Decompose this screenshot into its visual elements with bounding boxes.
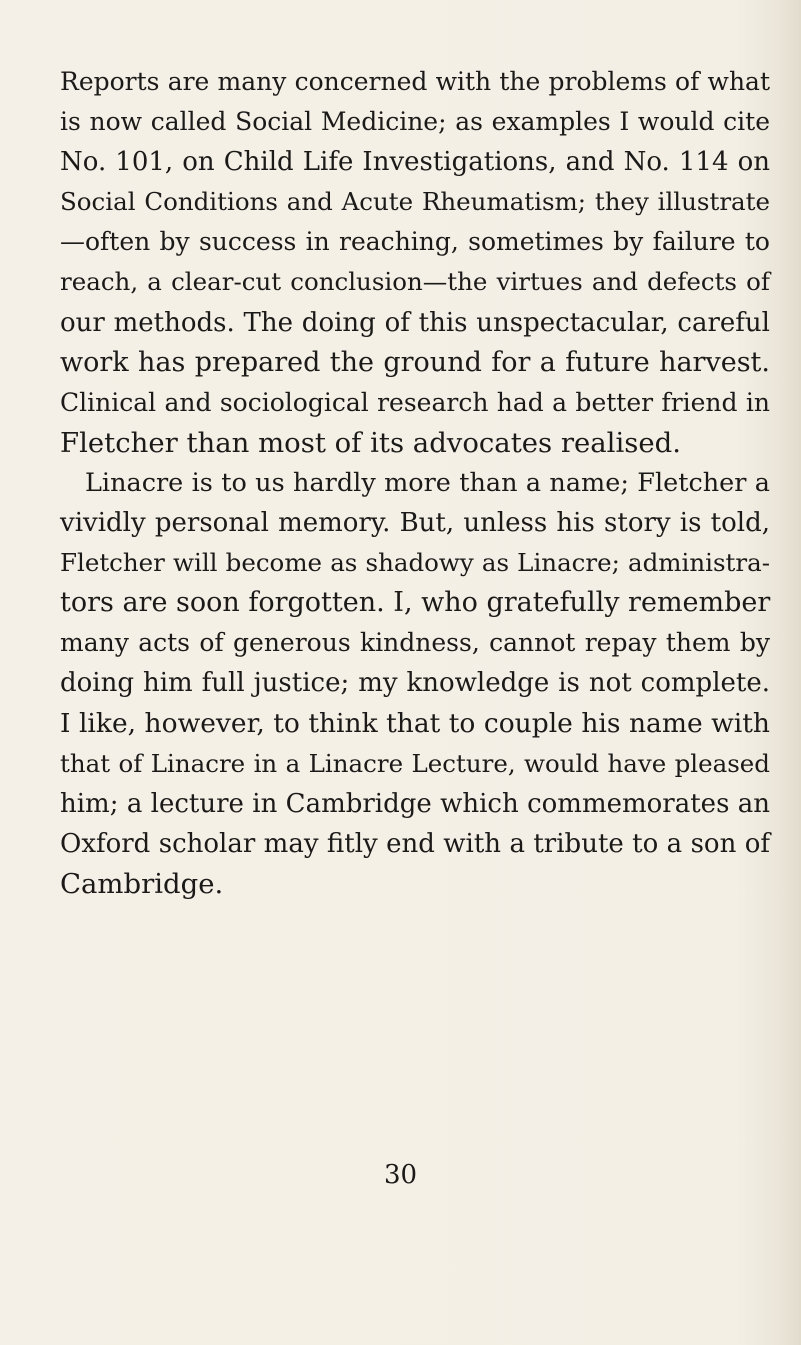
text-line: is now called Social Medicine; as examples I would cite (60, 107, 770, 137)
page-number: 30 (383, 1160, 418, 1190)
text-line: Cambridge. (60, 867, 224, 900)
text-line: doing him full justice; my knowledge is not complete. (60, 668, 770, 699)
text-line: work has prepared the ground for a future harvest. (60, 346, 770, 378)
text-line: him; a lecture in Cambridge which commemorates an (60, 788, 770, 819)
text-line: Social Conditions and Acute Rheumatism; they illustrate (60, 187, 770, 217)
text-line: Clinical and sociological research had a better friend in (60, 387, 770, 417)
text-line: reach, a clear-cut conclusion—the virtues and defects of (60, 267, 770, 297)
text-line: vividly personal memory. But, unless his story is told, (60, 508, 770, 539)
text-line: Linacre is to us hardly more than a name; Fletcher a (85, 467, 770, 498)
text-line: tors are soon forgotten. I, who gratefully remember (60, 587, 771, 619)
text-line: —often by success in reaching, sometimes by failure to (60, 227, 770, 257)
text-line: many acts of generous kindness, cannot repay them by (60, 628, 770, 658)
text-line: Fletcher than most of its advocates realised. (60, 426, 682, 459)
text-line: Reports are many concerned with the problems of what (60, 67, 770, 96)
body-text (60, 62, 770, 904)
text-line: our methods. The doing of this unspectacular, careful (60, 307, 770, 338)
text-line: I like, however, to think that to couple his name with (60, 707, 770, 739)
text-line: Oxford scholar may fitly end with a tribute to a son of (60, 828, 770, 859)
text-line: No. 101, on Child Life Investigations, and No. 114 on (60, 147, 770, 178)
text-line: Fletcher will become as shadowy as Linacre; administra- (60, 548, 770, 578)
text-line: that of Linacre in a Linacre Lecture, would have pleased (60, 748, 770, 778)
